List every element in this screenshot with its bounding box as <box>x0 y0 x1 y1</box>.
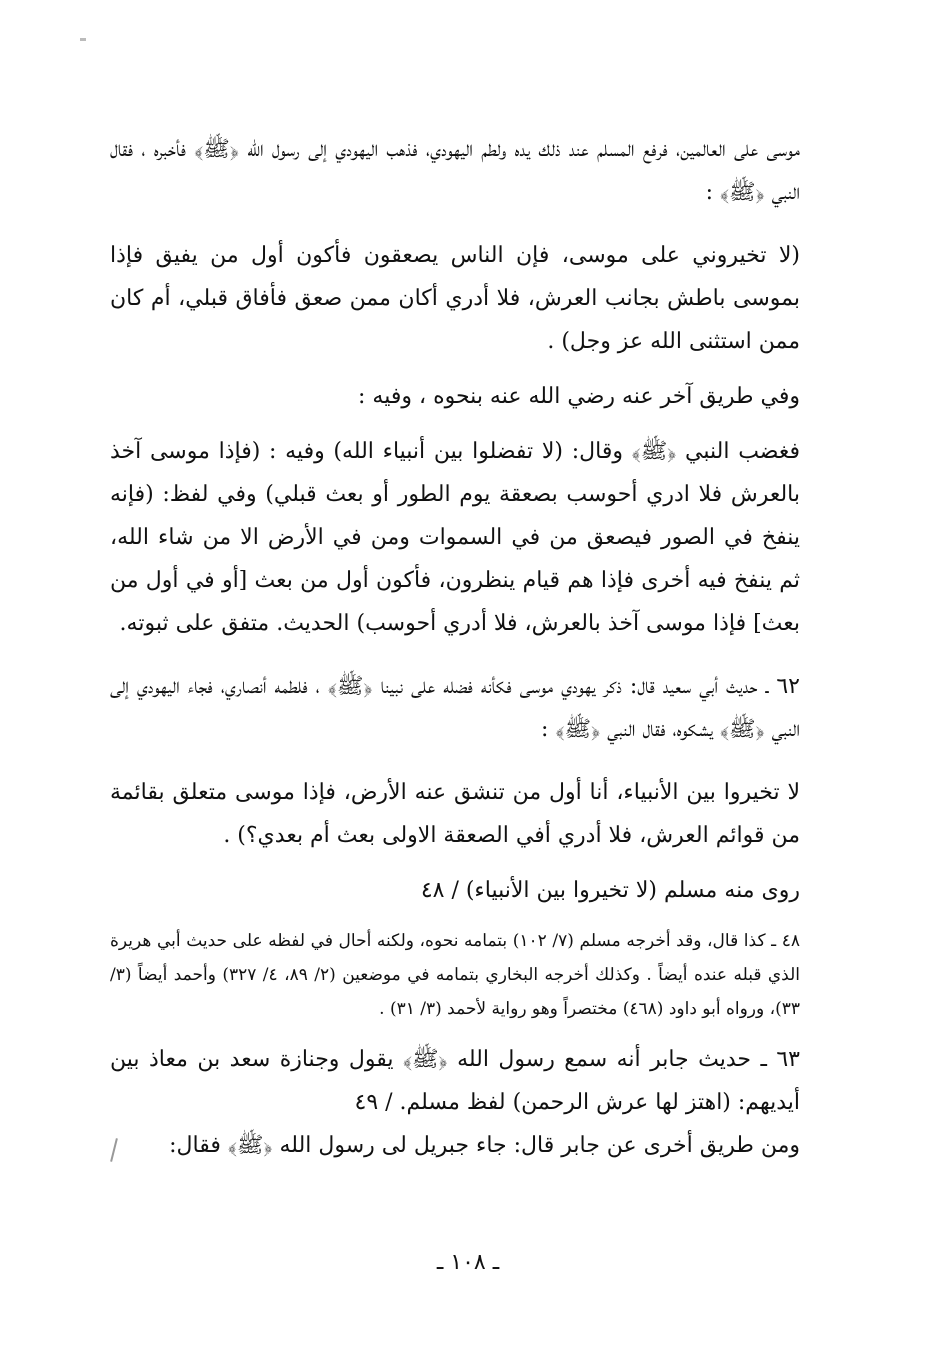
paragraph-4: فغضب النبي ﴿ﷺ﴾ وقال: (لا تفضلوا بين أنبياء الله) وفيه : (فإذا موسى آخذ بالعرش فلا ادري أحوسب بصعقة يوم الطور أو بعث قبلي) وفي لفظ: (فإنه ينفخ في الصور فيصعق من في السموات ومن في الأرض الا من شاء الله، ثم ينفخ فيه أخرى فإذا هم قيام ينظرون، فأكون أول من بعث [أو في أول من بعث] فإذا موسى آخذ بالعرش، فلا أدري أحوسب) الحديث. متفق على ثبوته. <box>110 439 800 636</box>
hadith-63: ٦٣ ـ حديث جابر أنه سمع رسول الله ﴿ﷺ﴾ يقول وجنازة سعد بن معاذ بين أيديهم: (اهتز لها عرش الرحمن) لفظ مسلم. / ٤٩ <box>110 1047 800 1115</box>
paragraph-6: لا تخيروا بين الأنبياء، أنا أول من تنشق عنه الأرض، فإذا موسى متعلق بقائمة من قوائم العرش، فلا أدري أفي الصعقة الاولى بعث أم بعدي؟) . <box>110 780 800 848</box>
footnote-48: ٤٨ ـ كذا قال، وقد أخرجه مسلم (٧/ ١٠٢) بتمامه نحوه، ولكنه أحال في لفظه على حديث أبي هريرة الذي قبله عنده أيضاً . وكذلك أخرجه البخاري بتمامه في موضعين (٢/ ٨٩، ٤/ ٣٢٧) وأحمد أيضاً (٣/ ٣٣)، ورواه أبو داود (٤٦٨) مختصراً وهو رواية لأحمد (٣/ ٣١) . <box>110 931 801 1019</box>
page-number: ـ ١٠٨ ـ <box>436 1250 500 1275</box>
paragraph-1: موسى على العالمين، فرفع المسلم عند ذلك يده ولطم اليهودي، فذهب اليهودي إلى رسول الله ﴿ﷺ﴾ فأخبره ، فقال النبي ﴿ﷺ﴾ : <box>110 137 800 205</box>
paragraph-7: روى منه مسلم (لا تخيروا بين الأنبياء) / ٤٨ <box>420 878 800 903</box>
paragraph-last: ومن طريق أخرى عن جابر قال: جاء جبريل لى رسول الله ﴿ﷺ﴾ فقال: <box>169 1133 800 1158</box>
scan-speck <box>80 38 86 41</box>
paragraph-2: (لا تخيروني على موسى، فإن الناس يصعقون فأكون أول من يفيق فإذا بموسى باطش بجانب العرش، فلا أدري أكان ممن صعق فأفاق قبلي، أم كان ممن استثنى الله عز وجل) . <box>110 243 800 354</box>
paragraph-3: وفي طريق آخر عنه رضي الله عنه بنحوه ، وفيه : <box>358 384 800 409</box>
hadith-62: ٦٢ ـ حديث أبي سعيد قال: ذكر يهودي موسى فكأنه فضله على نبينا ﴿ﷺ﴾ ، فلطمه أنصاري، فجاء اليهودي إلى النبي ﴿ﷺ﴾ يشكوه، فقال النبي ﴿ﷺ﴾ : <box>110 674 800 742</box>
page-body <box>110 128 800 1167</box>
